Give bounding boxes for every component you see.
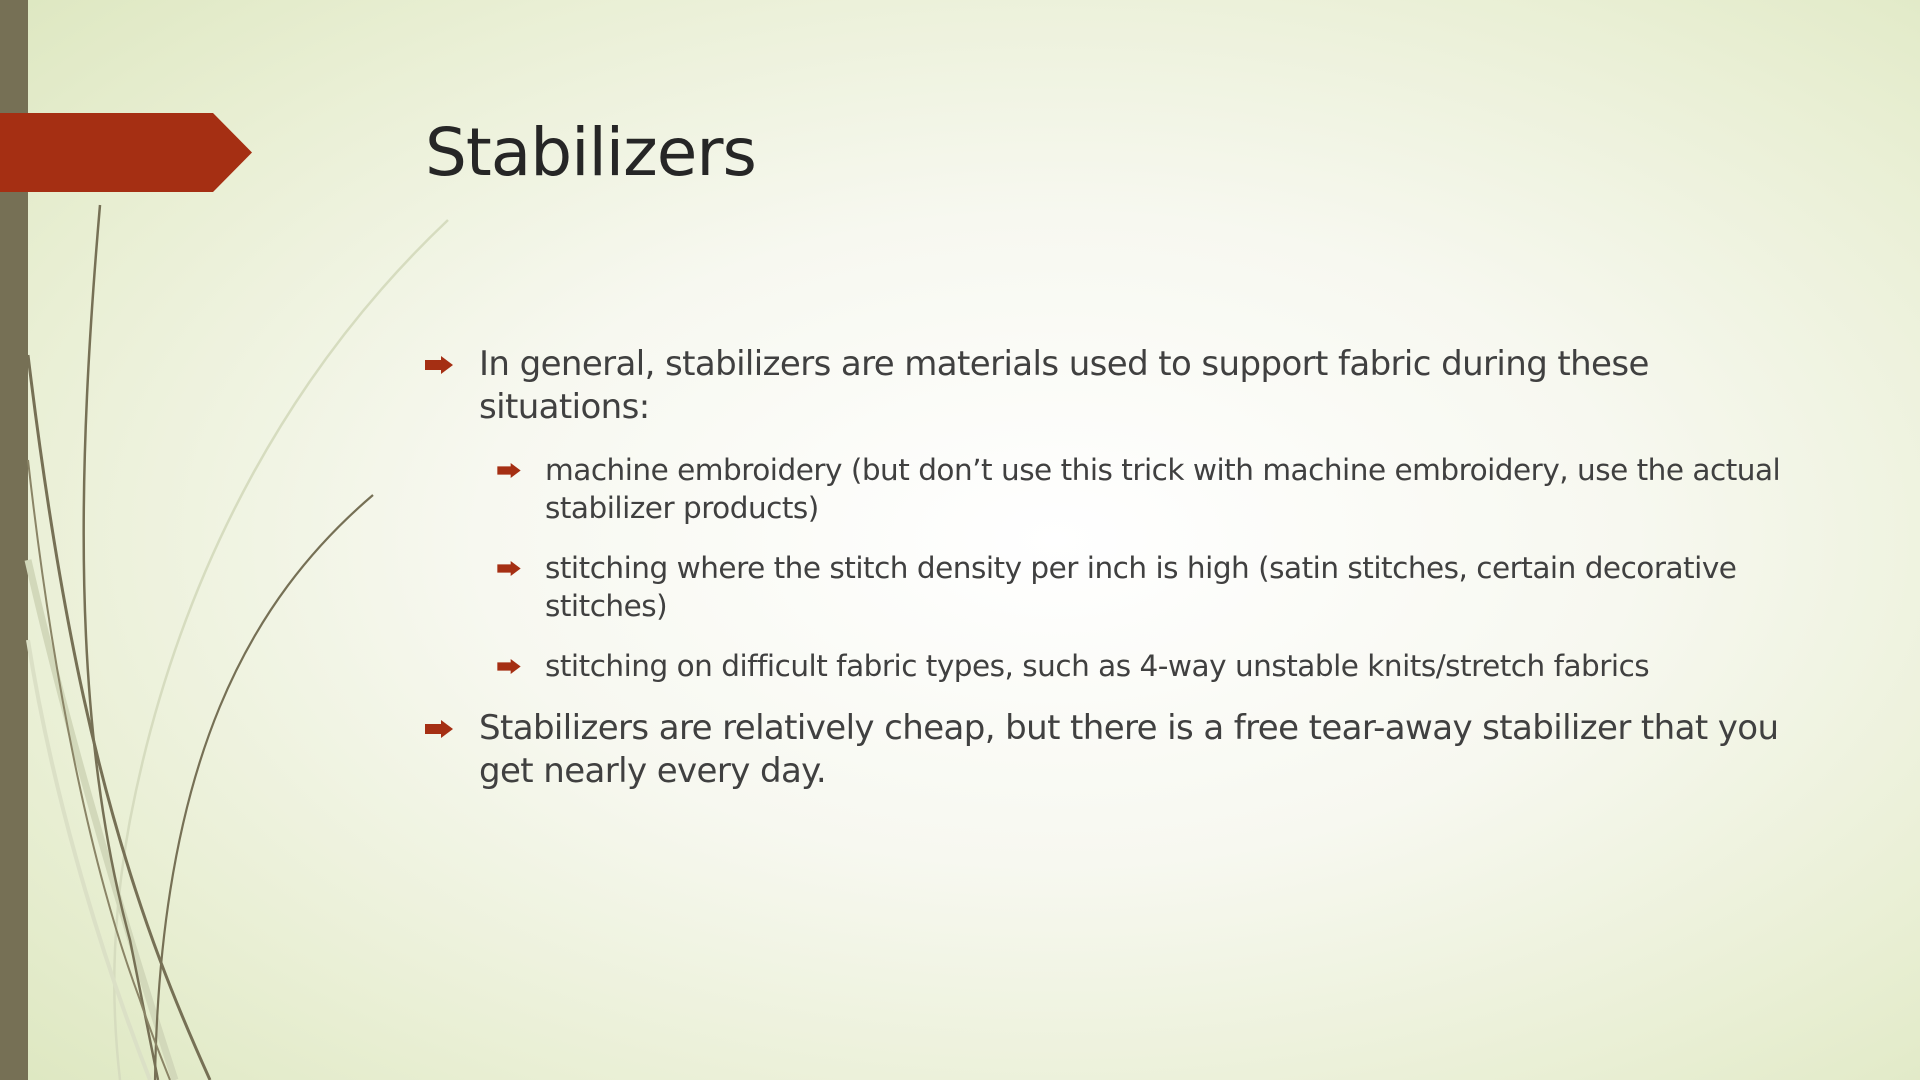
sub-bullet-text: machine embroidery (but don’t use this trick with machine embroidery, use the actual stabilizer products): [545, 453, 1781, 525]
bullet-item: [425, 343, 1785, 429]
bullet-text: In general, stabilizers are materials used to support fabric during these situations:: [479, 344, 1649, 427]
bullet-item: [425, 707, 1785, 793]
sub-bullet-item: [497, 451, 1785, 527]
arrow-bullet-icon: [497, 647, 545, 685]
sub-bullet-text: stitching on difficult fabric types, such as 4-way unstable knits/stretch fabrics: [545, 649, 1650, 683]
bullet-text: Stabilizers are relatively cheap, but there is a free tear-away stabilizer that you get nearly every day.: [479, 708, 1779, 791]
arrow-bullet-icon: [425, 343, 479, 386]
title-arrow-banner: [0, 113, 252, 192]
sub-bullet-text: stitching where the stitch density per inch is high (satin stitches, certain decorative stitches): [545, 551, 1737, 623]
sub-bullet-list: [497, 451, 1785, 685]
arrow-bullet-icon: [497, 549, 545, 587]
slide-content: [425, 343, 1785, 815]
slide-title: Stabilizers: [425, 114, 756, 191]
sub-bullet-item: [497, 647, 1785, 685]
sub-bullet-item: [497, 549, 1785, 625]
arrow-bullet-icon: [425, 707, 479, 750]
arrow-bullet-icon: [497, 451, 545, 489]
